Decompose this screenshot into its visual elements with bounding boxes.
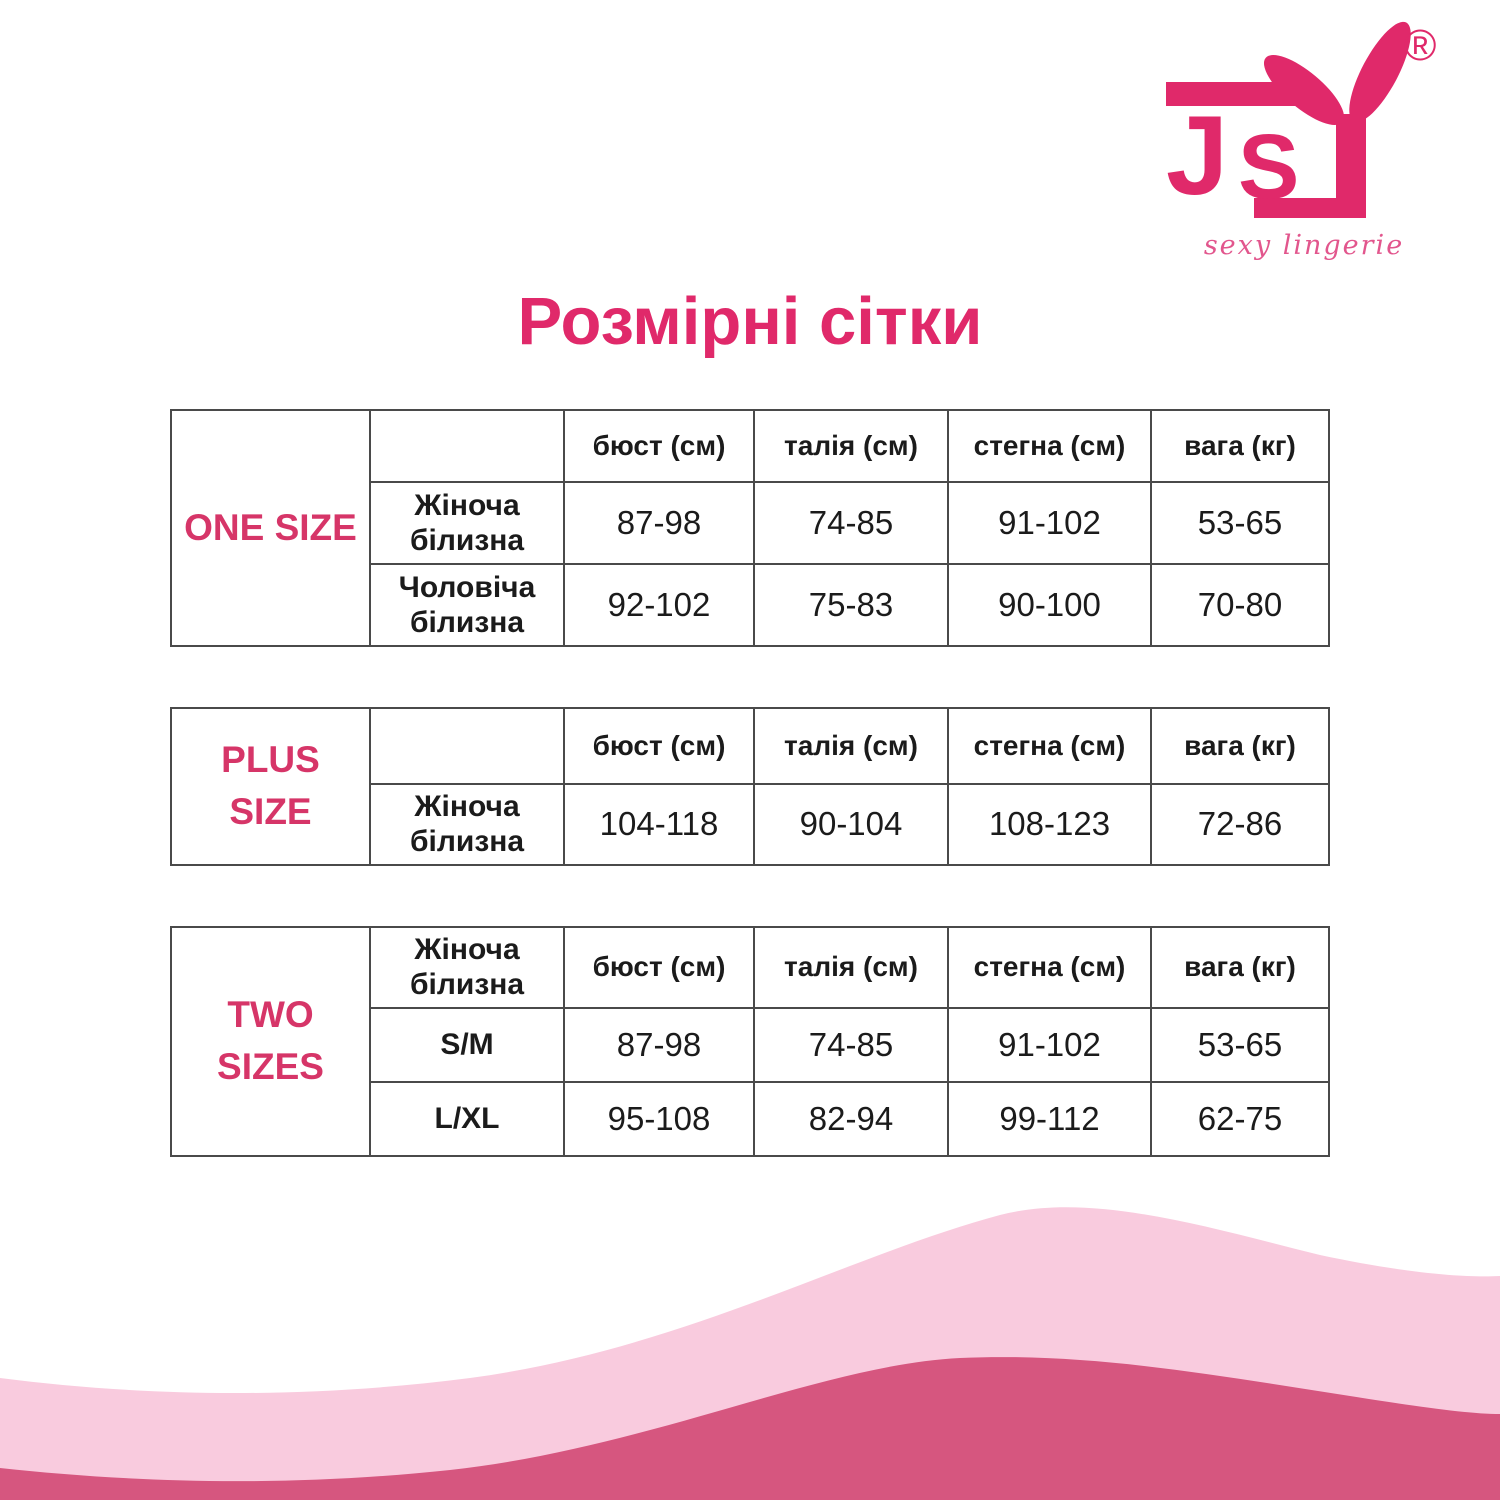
column-header-hips: стегна (см) bbox=[948, 927, 1151, 1008]
hips-value: 108-123 bbox=[948, 784, 1151, 865]
column-header-weight: вага (кг) bbox=[1151, 708, 1329, 784]
row-label: Жіноча білизна bbox=[370, 482, 564, 564]
row-label: Чоловіча білизна bbox=[370, 564, 564, 646]
group-label-one-size: ONE SIZE bbox=[171, 410, 370, 646]
column-header-bust: бюст (см) bbox=[564, 708, 754, 784]
group-label-plus-size: PLUS SIZE bbox=[171, 708, 370, 865]
weight-value: 72-86 bbox=[1151, 784, 1329, 865]
waist-value: 74-85 bbox=[754, 482, 948, 564]
bust-value: 87-98 bbox=[564, 1008, 754, 1082]
waist-value: 75-83 bbox=[754, 564, 948, 646]
hips-value: 91-102 bbox=[948, 482, 1151, 564]
hips-value: 90-100 bbox=[948, 564, 1151, 646]
hips-value: 99-112 bbox=[948, 1082, 1151, 1156]
row-label: Жіноча білизна bbox=[370, 784, 564, 865]
bust-value: 87-98 bbox=[564, 482, 754, 564]
bust-value: 92-102 bbox=[564, 564, 754, 646]
column-header-weight: вага (кг) bbox=[1151, 410, 1329, 482]
jsy-logo-icon bbox=[1152, 16, 1452, 266]
brand-logo bbox=[1152, 16, 1452, 266]
row-label: L/XL bbox=[370, 1082, 564, 1156]
one-size-table bbox=[170, 409, 1330, 647]
weight-value: 53-65 bbox=[1151, 482, 1329, 564]
corner-cell bbox=[370, 410, 564, 482]
registered-mark: ® bbox=[1404, 21, 1437, 70]
table-header-row bbox=[171, 927, 1329, 1008]
column-header-weight: вага (кг) bbox=[1151, 927, 1329, 1008]
column-header-hips: стегна (см) bbox=[948, 708, 1151, 784]
logo-letter-s: S bbox=[1238, 116, 1300, 218]
column-header-bust: бюст (см) bbox=[564, 410, 754, 482]
column-header-bust: бюст (см) bbox=[564, 927, 754, 1008]
column-header-hips: стегна (см) bbox=[948, 410, 1151, 482]
two-sizes-table bbox=[170, 926, 1330, 1157]
waist-value: 90-104 bbox=[754, 784, 948, 865]
logo-tagline: sexy lingerie bbox=[1203, 230, 1405, 261]
table-header-row bbox=[171, 708, 1329, 784]
corner-cell bbox=[370, 708, 564, 784]
decorative-waves bbox=[0, 1160, 1500, 1500]
waist-value: 74-85 bbox=[754, 1008, 948, 1082]
table-header-row bbox=[171, 410, 1329, 482]
waist-value: 82-94 bbox=[754, 1082, 948, 1156]
group-label-two-sizes: TWO SIZES bbox=[171, 927, 370, 1156]
column-header-waist: талія (см) bbox=[754, 927, 948, 1008]
bust-value: 95-108 bbox=[564, 1082, 754, 1156]
weight-value: 62-75 bbox=[1151, 1082, 1329, 1156]
hips-value: 91-102 bbox=[948, 1008, 1151, 1082]
plus-size-table bbox=[170, 707, 1330, 866]
column-header-waist: талія (см) bbox=[754, 708, 948, 784]
bust-value: 104-118 bbox=[564, 784, 754, 865]
corner-cell-women: Жіноча білизна bbox=[370, 927, 564, 1008]
weight-value: 70-80 bbox=[1151, 564, 1329, 646]
column-header-waist: талія (см) bbox=[754, 410, 948, 482]
row-label: S/M bbox=[370, 1008, 564, 1082]
page-title: Розмірні сітки bbox=[517, 284, 983, 359]
weight-value: 53-65 bbox=[1151, 1008, 1329, 1082]
logo-letter-j: J bbox=[1166, 93, 1229, 218]
